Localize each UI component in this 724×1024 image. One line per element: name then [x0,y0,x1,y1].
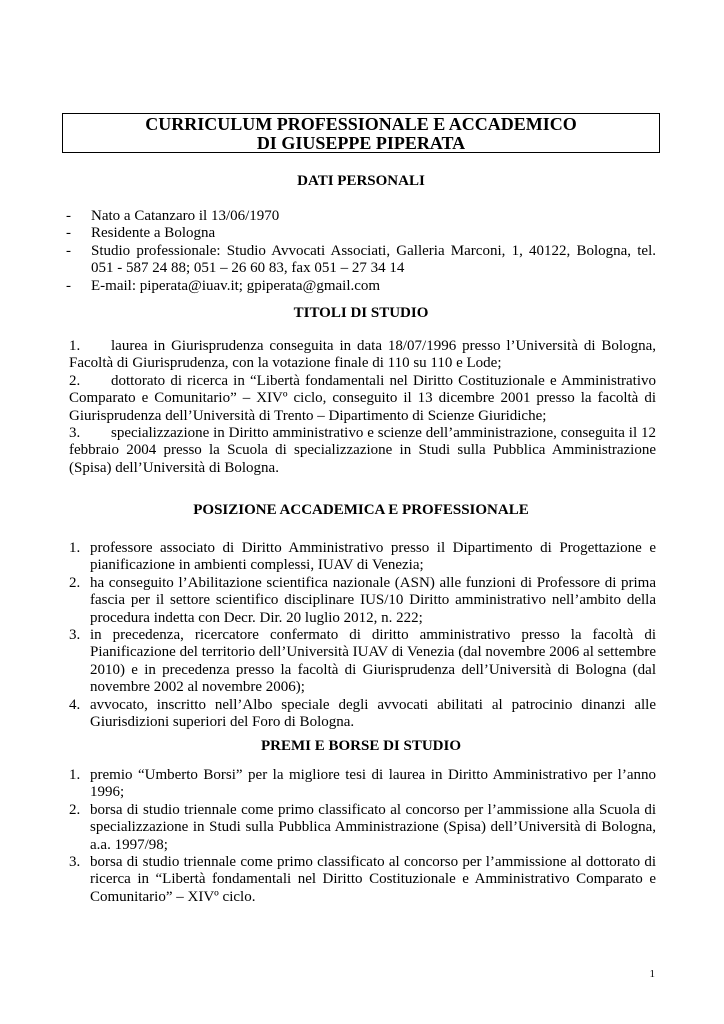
titoli-di-studio-list [69,338,656,477]
item-number: 3. [69,425,81,442]
list-item-text: professore associato di Diritto Amministrativo presso il Dipartimento di Progettazione e pianificazione in ambienti complessi, IUAV di Venezia; [90,540,656,574]
list-item-text: laurea in Giurisprudenza conseguita in data 18/07/1996 presso l’Università di Bologna, Facoltà di Giurisprudenza, con la votazione finale di 110 su 110 e Lode; [69,338,656,372]
dash-marker: - [66,277,71,294]
list-item [69,854,656,906]
section-heading-posizione: POSIZIONE ACCADEMICA E PROFESSIONALE [193,502,529,518]
list-item-text: Residente a Bologna [91,225,216,242]
item-number: 3. [69,854,81,871]
list-item-text: ha conseguito l’Abilitazione scientifica nazionale (ASN) alle funzioni di Professore di prima fascia per il settore scientifico disciplinare IUS/10 Diritto amministrativo nell’ambito della procedura indetta con Decr. Dir. 20 luglio 2012, n. 222; [90,574,656,626]
list-item [69,540,656,575]
list-item-text: dottorato di ricerca in “Libertà fondamentali nel Diritto Costituzionale e Amministrativo Comparato e Comunitario” – XIVº ciclo, conseguito il 13 dicembre 2001 presso la facoltà di Giurisprudenza dell’Università di Trento – Dipartimento di Scienze Giuridiche; [69,372,656,424]
list-item [69,802,656,854]
list-item-text: premio “Umberto Borsi” per la migliore tesi di laurea in Diritto Amministrativo per l’anno 1996; [90,767,656,801]
item-number: 3. [69,627,81,644]
item-number: 1. [69,767,81,783]
dash-marker: - [66,208,71,224]
item-number: 2. [69,574,81,591]
item-number: 1. [69,338,81,354]
list-item-text: Studio professionale: Studio Avvocati Associati, Galleria Marconi, 1, 40122, Bologna, tel. 051 - 587 24 88; 051 – 26 60 83, fax 051 – 27 34 14 [91,242,656,277]
item-number: 1. [69,540,81,556]
list-item [69,373,656,425]
list-item [66,225,656,242]
list-item [66,208,656,225]
page-number: 1 [649,968,655,980]
list-item-text: avvocato, inscritto nell’Albo speciale degli avvocati abilitati al patrocinio dinanzi alle Giurisdizioni superiori del Foro di Bologna. [90,696,656,731]
section-heading-dati-personali: DATI PERSONALI [297,173,425,189]
list-item [69,338,656,373]
list-item [69,425,656,477]
item-number: 2. [69,801,81,818]
list-item [69,767,656,802]
section-heading-titoli-di-studio: TITOLI DI STUDIO [293,305,429,321]
item-number: 2. [69,372,81,389]
list-item-text: specializzazione in Diritto amministrativo e scienze dell’amministrazione, conseguita il 12 febbraio 2004 presso la Scuola di specializzazione in Studi sulla Pubblica Amministrazione (Spisa) dell’Università di Bologna. [69,425,656,476]
document-title-line-1: CURRICULUM PROFESSIONALE E ACCADEMICO [145,114,577,134]
premi-list [69,767,656,906]
section-heading-premi: PREMI E BORSE DI STUDIO [260,738,462,754]
list-item [69,627,656,697]
dash-marker: - [66,225,71,242]
list-item [69,697,656,732]
dati-personali-list [66,208,656,295]
document-title-box [62,113,660,153]
item-number: 4. [69,696,81,713]
list-item-text: Nato a Catanzaro il 13/06/1970 [91,208,280,224]
list-item-text: borsa di studio triennale come primo classificato al concorso per l’ammissione al dottorato di ricerca in “Libertà fondamentali nel Diritto Costituzionale e Amministrativo Comparato e Comunitario” – XIVº ciclo. [90,854,656,905]
list-item-text: borsa di studio triennale come primo classificato al concorso per l’ammissione alla Scuola di specializzazione in Studi sulla Pubblica Amministrazione (Spisa) dell’Università di Bologna, a.a. 1997/98; [90,801,656,853]
list-item-text: E-mail: piperata@iuav.it; gpiperata@gmail.com [91,277,381,294]
list-item [66,278,656,295]
list-item [69,575,656,627]
list-item [66,243,656,278]
dash-marker: - [66,242,71,259]
document-title-line-2: DI GIUSEPPE PIPERATA [256,133,466,153]
posizione-list [69,540,656,731]
list-item-text: in precedenza, ricercatore confermato di diritto amministrativo presso la facoltà di Pianificazione del territorio dell’Università IUAV di Venezia (dal novembre 2006 al settembre 2010) e in precedenza presso la facoltà di Giurisprudenza dell’Università di Bologna (dal novembre 2002 al novembre 2006); [90,627,656,696]
